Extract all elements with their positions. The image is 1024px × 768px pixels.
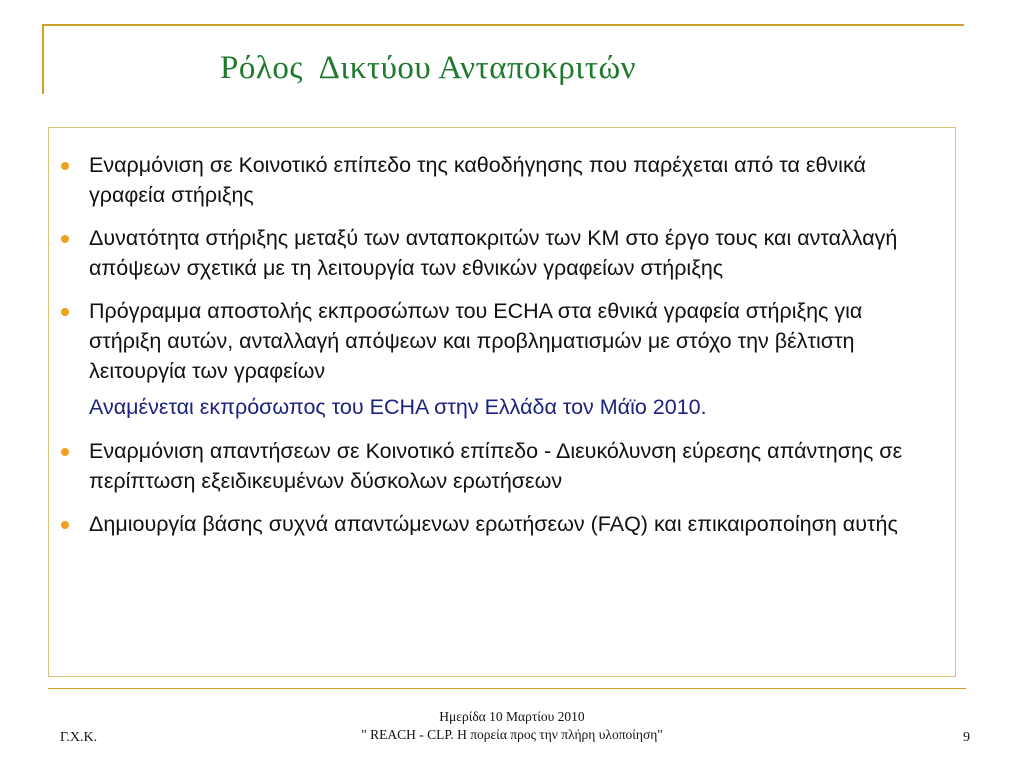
content-box — [48, 127, 956, 677]
bullet-text: Πρόγραμμα αποστολής εκπροσώπων του ECHA στα εθνικά γραφεία στήριξης για στήριξη αυτών, ανταλλαγή απόψεων και προβληματισμών με στόχο την βέλτιστη λειτουργία των γραφείων — [89, 299, 863, 383]
bullet-item — [49, 436, 955, 496]
bullet-item — [49, 509, 955, 539]
bullet-dot-icon — [61, 308, 69, 316]
footer-event-title: " REACH - CLP. Η πορεία προς την πλήρη υλοποίηση" — [361, 727, 663, 742]
page-number: 9 — [963, 730, 970, 745]
bullet-item — [49, 296, 955, 386]
slide-title: Ρόλος Δικτύου Ανταποκριτών — [220, 50, 637, 86]
footer-author: Γ.Χ.Κ. — [60, 730, 98, 745]
bullet-dot-icon — [61, 521, 69, 529]
bullet-text: Δυνατότητα στήριξης μεταξύ των ανταποκριτών των ΚΜ στο έργο τους και ανταλλαγή απόψεων σχετικά με τη λειτουργία των εθνικών γραφείων στήριξης — [89, 226, 898, 280]
bullet-text: Δημιουργία βάσης συχνά απαντώμενων ερωτήσεων (FAQ) και επικαιροποίηση αυτής — [89, 512, 898, 536]
bullet-text: Εναρμόνιση απαντήσεων σε Κοινοτικό επίπεδο - Διευκόλυνση εύρεσης απάντησης σε περίπτωση εξειδικευμένων δύσκολων ερωτήσεων — [89, 439, 903, 493]
footer-divider — [48, 688, 966, 689]
bullet-list — [49, 150, 955, 552]
bullet-dot-icon — [61, 235, 69, 243]
bullet-item — [49, 223, 955, 283]
footer-event — [312, 708, 712, 744]
bullet-dot-icon — [61, 448, 69, 456]
top-frame-line — [42, 24, 964, 26]
bullet-dot-icon — [61, 162, 69, 170]
bullet-item — [49, 150, 955, 210]
note-text: Αναμένεται εκπρόσωπος του ECHA στην Ελλάδα τον Μάϊο 2010. — [89, 395, 707, 419]
bullet-text: Εναρμόνιση σε Κοινοτικό επίπεδο της καθοδήγησης που παρέχεται από τα εθνικά γραφεία στήριξης — [89, 153, 866, 207]
left-frame-line — [42, 24, 44, 94]
footer-event-date: Ημερίδα 10 Μαρτίου 2010 — [439, 709, 585, 724]
